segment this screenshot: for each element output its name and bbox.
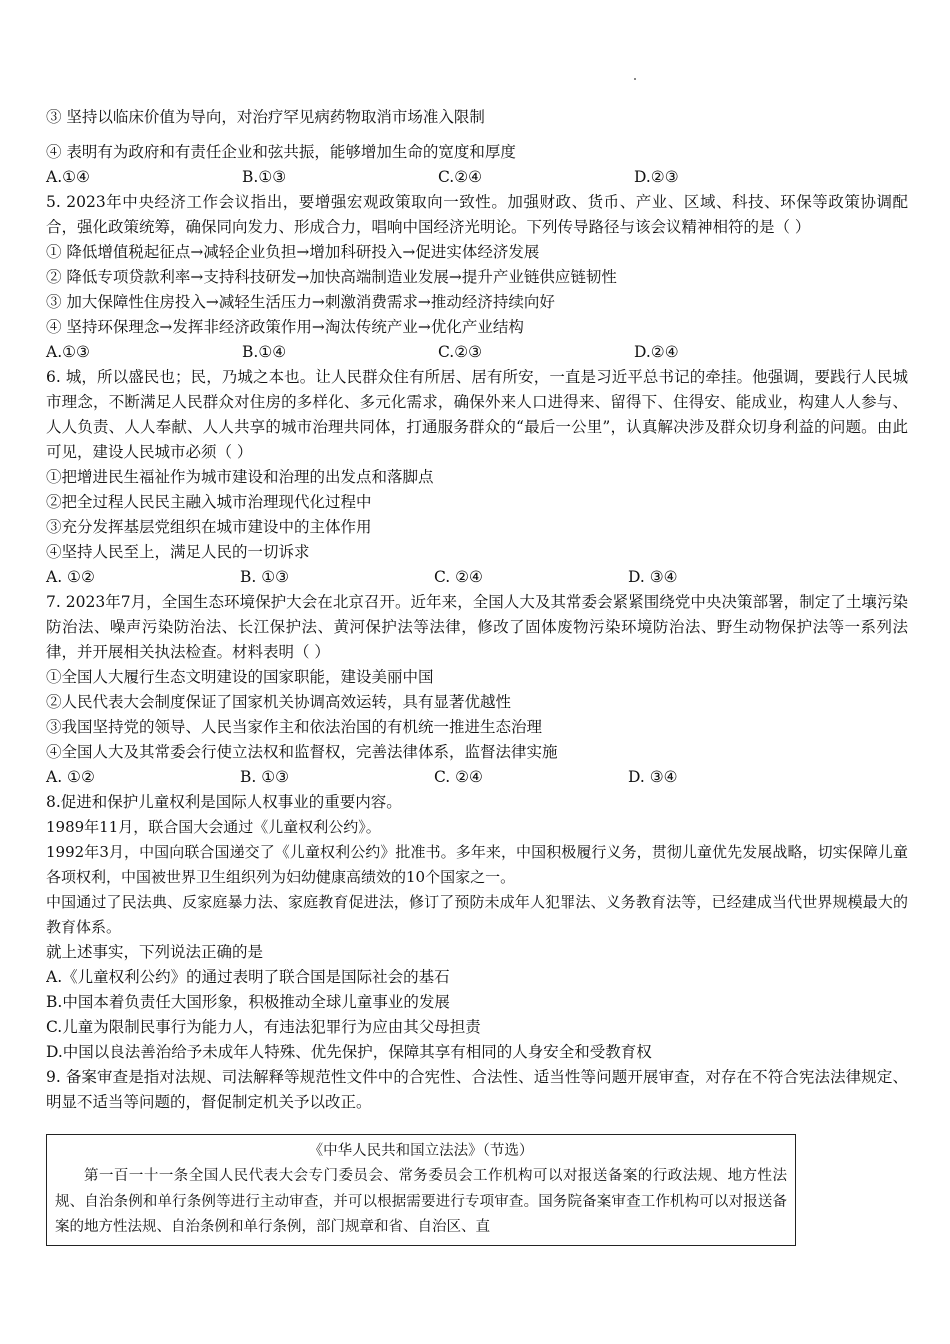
scan-dot bbox=[634, 78, 636, 80]
q7-answer-c: C. ②④ bbox=[434, 768, 483, 786]
q6-item-3: ③充分发挥基层党组织在城市建设中的主体作用 bbox=[46, 518, 372, 536]
q7-answer-a: A. ①② bbox=[46, 768, 95, 786]
q7-item-3: ③我国坚持党的领导、人民当家作主和依法治国的有机统一推进生态治理 bbox=[46, 718, 543, 736]
law-excerpt-title: 《中华人民共和国立法法》（节选） bbox=[308, 1143, 534, 1159]
q5-item-3: ③ 加大保障性住房投入→减轻生活压力→刺激消费需求→推动经济持续向好 bbox=[46, 293, 555, 311]
q8-option-b: B.中国本着负责任大国形象，积极推动全球儿童事业的发展 bbox=[46, 993, 450, 1011]
q8-fact-3: 中国通过了民法典、反家庭暴力法、家庭教育促进法，修订了预防未成年人犯罪法、义务教育法等，已经建成当代世界规模最大的教育体系。 bbox=[46, 893, 908, 936]
q7-stem: 7. 2023年7月，全国生态环境保护大会在北京召开。近年来，全国人大及其常委会紧紧围绕党中央决策部署，制定了土壤污染防治法、噪声污染防治法、长江保护法、黄河保护法等法律，修改了固体废物污染环境防治法、野生动物保护法等一系列法律，并开展相关执法检查。材料表明（ ） bbox=[46, 593, 908, 661]
q8-fact-1: 1989年11月，联合国大会通过《儿童权利公约》。 bbox=[46, 818, 381, 836]
q4-answers bbox=[46, 165, 908, 190]
q7-item-2: ②人民代表大会制度保证了国家机关协调高效运转，具有显著优越性 bbox=[46, 693, 512, 711]
q4-answer-c: C.②④ bbox=[438, 168, 483, 186]
q8-option-d: D.中国以良法善治给予未成年人特殊、优先保护，保障其享有相同的人身安全和受教育权 bbox=[46, 1043, 652, 1061]
q4-answer-b: B.①③ bbox=[242, 168, 287, 186]
q5-answers bbox=[46, 340, 908, 365]
q7-answer-d: D. ③④ bbox=[628, 768, 678, 786]
q5-answer-b: B.①④ bbox=[242, 343, 287, 361]
q6-answer-a: A. ①② bbox=[46, 568, 95, 586]
q8-option-a: A.《儿童权利公约》的通过表明了联合国是国际社会的基石 bbox=[46, 968, 450, 986]
q5-stem: 5. 2023年中央经济工作会议指出，要增强宏观政策取向一致性。加强财政、货币、产业、区域、科技、环保等政策协调配合，强化政策统筹，确保同向发力、形成合力，唱响中国经济光明论。下列传导路径与该会议精神相符的是（ ） bbox=[46, 193, 908, 236]
q6-answer-b: B. ①③ bbox=[240, 568, 290, 586]
q6-stem: 6. 城，所以盛民也；民，乃城之本也。让人民群众住有所居、居有所安，一直是习近平总书记的牵挂。他强调，要践行人民城市理念，不断满足人民群众对住房的多样化、多元化需求，确保外来人口进得来、留得下、住得安、能成业，构建人人参与、人人负责、人人奉献、人人共享的城市治理共同体，打通服务群众的“最后一公里”，认真解决涉及群众切身利益的问题。由此可见，建设人民城市必须（ ） bbox=[46, 368, 908, 461]
q5-answer-a: A.①③ bbox=[46, 343, 90, 361]
q6-item-4: ④坚持人民至上，满足人民的一切诉求 bbox=[46, 543, 310, 561]
q8-option-c: C.儿童为限制民事行为能力人，有违法犯罪行为应由其父母担责 bbox=[46, 1018, 481, 1036]
q5-answer-c: C.②③ bbox=[438, 343, 483, 361]
q6-item-1: ①把增进民生福祉作为城市建设和治理的出发点和落脚点 bbox=[46, 468, 434, 486]
q4-answer-a: A.①④ bbox=[46, 168, 90, 186]
q7-item-1: ①全国人大履行生态文明建设的国家职能，建设美丽中国 bbox=[46, 668, 434, 686]
q9-stem: 9. 备案审查是指对法规、司法解释等规范性文件中的合宪性、合法性、适当性等问题开展审查，对存在不符合宪法法律规定、明显不适当等问题的，督促制定机关予以改正。 bbox=[46, 1068, 908, 1111]
q4-option-4: ④ 表明有为政府和有责任企业和弦共振，能够增加生命的宽度和厚度 bbox=[46, 143, 516, 161]
q5-item-2: ② 降低专项贷款利率→支持科技研发→加快高端制造业发展→提升产业链供应链韧性 bbox=[46, 268, 617, 286]
q6-answer-c: C. ②④ bbox=[434, 568, 483, 586]
q7-answers bbox=[46, 765, 908, 790]
q4-answer-d: D.②③ bbox=[634, 168, 679, 186]
q4-option-3: ③ 坚持以临床价值为导向，对治疗罕见病药物取消市场准入限制 bbox=[46, 108, 485, 126]
q6-answers bbox=[46, 565, 908, 590]
exam-page bbox=[46, 105, 908, 1115]
law-excerpt-box bbox=[46, 1134, 796, 1246]
q5-answer-d: D.②④ bbox=[634, 343, 679, 361]
q8-ask: 就上述事实，下列说法正确的是 bbox=[46, 943, 264, 961]
q8-fact-2: 1992年3月，中国向联合国递交了《儿童权利公约》批准书。多年来，中国积极履行义务，贯彻儿童优先发展战略，切实保障儿童各项权利，中国被世界卫生组织列为妇幼健康高绩效的10个国家之一。 bbox=[46, 843, 908, 886]
q6-answer-d: D. ③④ bbox=[628, 568, 678, 586]
q7-answer-b: B. ①③ bbox=[240, 768, 290, 786]
q5-item-4: ④ 坚持环保理念→发挥非经济政策作用→淘汰传统产业→优化产业结构 bbox=[46, 318, 524, 336]
q8-stem: 8.促进和保护儿童权利是国际人权事业的重要内容。 bbox=[46, 793, 402, 811]
q7-item-4: ④全国人大及其常委会行使立法权和监督权，完善法律体系，监督法律实施 bbox=[46, 743, 558, 761]
law-excerpt-body: 第一百一十一条全国人民代表大会专门委员会、常务委员会工作机构可以对报送备案的行政法规、地方性法规、自治条例和单行条例等进行主动审查，并可以根据需要进行专项审查。国务院备案审查工作机构可以对报送备案的地方性法规、自治条例和单行条例，部门规章和省、自治区、直 bbox=[55, 1168, 787, 1235]
q5-item-1: ① 降低增值税起征点→减轻企业负担→增加科研投入→促进实体经济发展 bbox=[46, 243, 540, 261]
q6-item-2: ②把全过程人民民主融入城市治理现代化过程中 bbox=[46, 493, 372, 511]
